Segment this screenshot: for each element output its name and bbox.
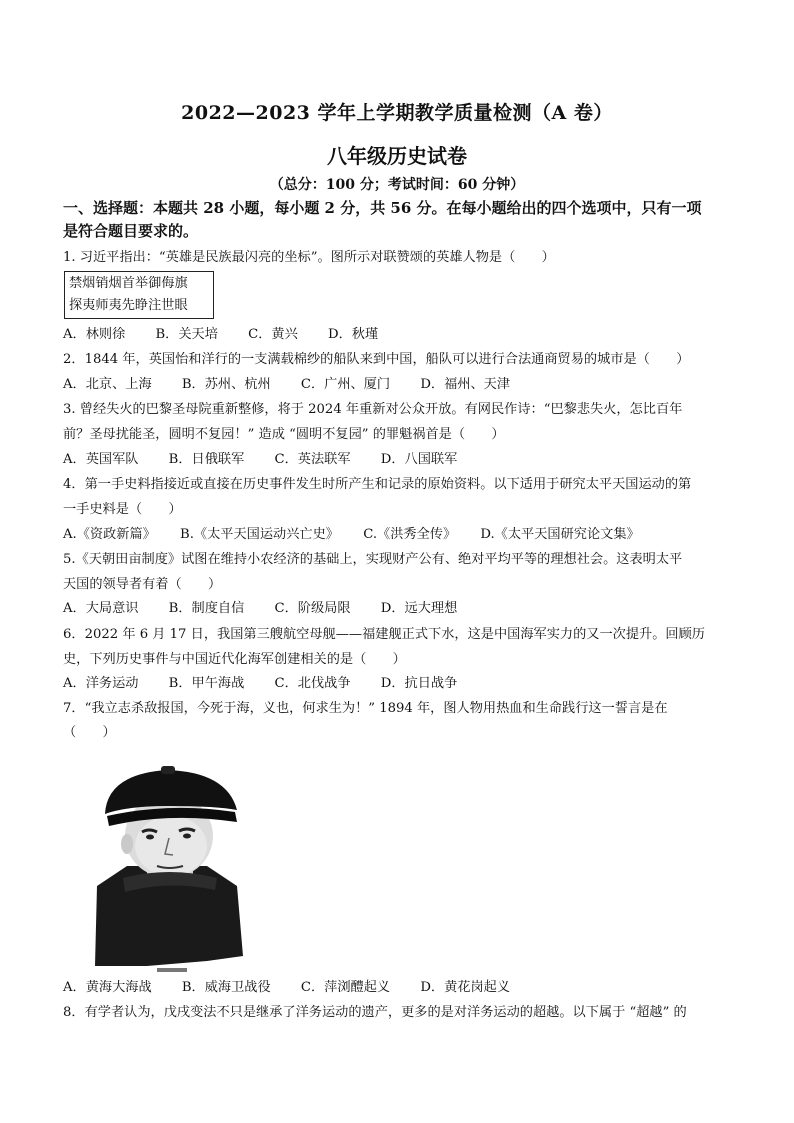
q7-portrait-image — [87, 766, 247, 976]
q7-option-a[interactable]: A．黄海大海战 — [63, 980, 152, 995]
exam-title: 2022—2023 学年上学期教学质量检测（A 卷） — [181, 102, 613, 124]
q3-option-b[interactable]: B．日俄联军 — [168, 452, 245, 467]
q2-option-a[interactable]: A．北京、上海 — [63, 377, 152, 392]
q1-option-d[interactable]: D．秋瑾 — [328, 327, 379, 342]
q6-stem-line2: 史，下列历史事件与中国近代化海军创建相关的是（ ） — [63, 652, 406, 667]
q4-stem-line1: 4．第一手史料指接近或直接在历史事件发生时所产生和记录的原始资料。以下适用于研究太平天国运动的第 — [63, 477, 692, 492]
q7-option-c[interactable]: C．萍浏醴起义 — [300, 980, 391, 995]
q3-stem-line2: 前？圣母扰能圣，圆明不复园！” 造成 “圆明不复园” 的罪魁祸首是（ ） — [63, 427, 505, 442]
section-instructions-line1: 一、选择题：本题共 28 小题，每小题 2 分，共 56 分。在每小题给出的四个选项中，只有一项 — [63, 199, 702, 217]
q7-option-b[interactable]: B．威海卫战役 — [181, 980, 271, 995]
q5-option-a[interactable]: A．大局意识 — [63, 601, 139, 616]
q6-options — [63, 675, 743, 693]
q7-stem-line2: （ ） — [63, 725, 116, 740]
q3-option-c[interactable]: C．英法联军 — [274, 452, 351, 467]
q6-option-d[interactable]: D．抗日战争 — [380, 676, 458, 691]
q4-option-a[interactable]: A.《资政新篇》 — [63, 527, 156, 542]
q7-options — [63, 979, 743, 997]
q1-options — [63, 326, 743, 344]
q5-option-b[interactable]: B．制度自信 — [168, 601, 245, 616]
q4-stem-line2: 一手史料是（ ） — [63, 502, 182, 517]
q5-stem-line2: 天国的领导者有着（ ） — [63, 577, 222, 592]
q1-stem: 1. 习近平指出：“英雄是民族最闪亮的坐标”。图所示对联赞颂的英雄人物是（ ） — [63, 250, 555, 265]
q1-option-a[interactable]: A．林则徐 — [63, 327, 126, 342]
q3-option-a[interactable]: A．英国军队 — [63, 452, 139, 467]
q1-couplet-box — [64, 271, 214, 319]
q2-option-d[interactable]: D．福州、天津 — [420, 377, 511, 392]
exam-meta: （总分：100 分；考试时间：60 分钟） — [269, 177, 525, 193]
q4-option-c[interactable]: C.《洪秀全传》 — [363, 527, 457, 542]
q2-option-c[interactable]: C．广州、厦门 — [300, 377, 391, 392]
q1-couplet-line1: 禁烟销烟首举御侮旗 — [69, 276, 188, 291]
q8-stem-line1: 8．有学者认为，戊戌变法不只是继承了洋务运动的遗产，更多的是对洋务运动的超越。以下属于 “超越” 的 — [63, 1005, 687, 1020]
q6-option-c[interactable]: C．北伐战争 — [274, 676, 351, 691]
q5-stem-line1: 5.《天朝田亩制度》试图在维持小农经济的基础上，实现财产公有、绝对平均平等的理想社会。这表明太平 — [63, 552, 683, 567]
q5-options — [63, 600, 743, 618]
q4-option-d[interactable]: D.《太平天国研究论文集》 — [480, 527, 640, 542]
q1-option-c[interactable]: C．黄兴 — [248, 327, 298, 342]
q6-option-a[interactable]: A．洋务运动 — [63, 676, 139, 691]
q2-option-b[interactable]: B．苏州、杭州 — [181, 377, 271, 392]
q1-option-b[interactable]: B．关天培 — [155, 327, 218, 342]
q7-stem-line1: 7．“我立志杀敌报国，今死于海，义也，何求生为！” 1894 年，图人物用热血和生命践行这一誓言是在 — [63, 701, 668, 716]
q4-options — [63, 526, 743, 544]
q2-options — [63, 376, 743, 394]
q3-option-d[interactable]: D．八国联军 — [380, 452, 458, 467]
q5-option-d[interactable]: D．远大理想 — [380, 601, 458, 616]
q3-stem-line1: 3. 曾经失火的巴黎圣母院重新整修，将于 2024 年重新对公众开放。有网民作诗：“巴黎悲失火，怎比百年 — [63, 402, 683, 417]
exam-subtitle: 八年级历史试卷 — [327, 144, 467, 168]
q6-option-b[interactable]: B．甲午海战 — [168, 676, 245, 691]
q2-stem: 2．1844 年，英国怡和洋行的一支满载棉纱的船队来到中国，船队可以进行合法通商贸易的城市是（ ） — [63, 352, 690, 367]
q5-option-c[interactable]: C．阶级局限 — [274, 601, 351, 616]
section-instructions-line2: 是符合题目要求的。 — [63, 222, 199, 240]
q1-couplet-line2: 探夷师夷先睁注世眼 — [69, 298, 188, 313]
q6-stem-line1: 6．2022 年 6 月 17 日，我国第三艘航空母舰——福建舰正式下水，这是中国海军实力的又一次提升。回顾历 — [63, 627, 705, 642]
q4-option-b[interactable]: B.《太平天国运动兴亡史》 — [180, 527, 339, 542]
q3-options — [63, 451, 743, 469]
q7-option-d[interactable]: D．黄花岗起义 — [420, 980, 511, 995]
